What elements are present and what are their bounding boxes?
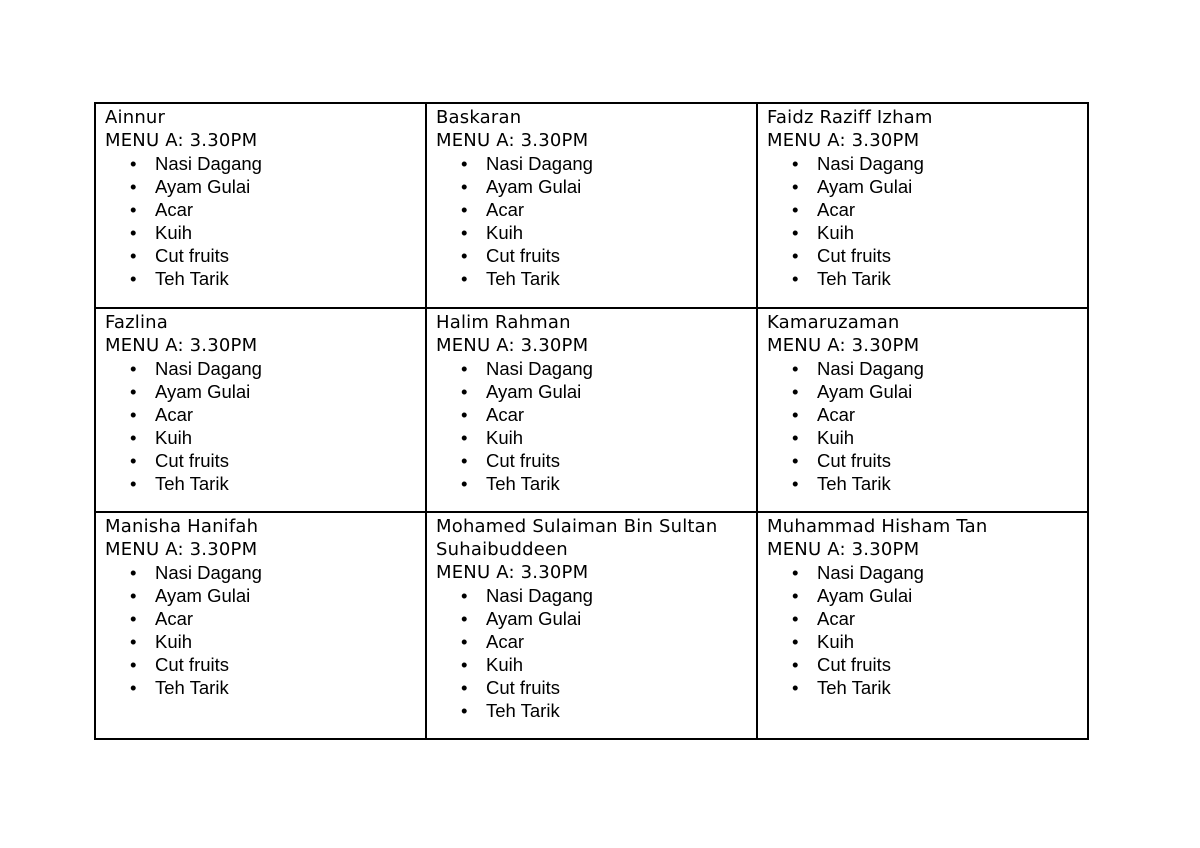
menu-item-list [105, 152, 425, 290]
menu-item-list [105, 561, 425, 699]
menu-label: MENU A: 3.30PM [436, 562, 589, 583]
table-cell [426, 103, 757, 308]
list-item: • Ayam Gulai [817, 175, 1087, 198]
person-name: Muhammad Hisham Tan [767, 516, 988, 537]
list-item: • Teh Tarik [817, 676, 1087, 699]
list-item: • Ayam Gulai [817, 584, 1087, 607]
list-item: • Cut fruits [155, 653, 425, 676]
list-item: • Ayam Gulai [817, 380, 1087, 403]
person-name: Baskaran [436, 107, 522, 128]
list-item: • Ayam Gulai [486, 175, 756, 198]
list-item: • Teh Tarik [155, 472, 425, 495]
list-item: • Nasi Dagang [817, 152, 1087, 175]
list-item: • Nasi Dagang [486, 357, 756, 380]
table-cell [757, 103, 1088, 308]
list-item: • Cut fruits [817, 653, 1087, 676]
list-item: • Cut fruits [486, 676, 756, 699]
list-item: • Kuih [486, 426, 756, 449]
list-item: • Ayam Gulai [155, 380, 425, 403]
list-item: • Acar [155, 198, 425, 221]
list-item: • Ayam Gulai [486, 607, 756, 630]
menu-item-list [767, 152, 1087, 290]
menu-item-list [436, 357, 756, 495]
list-item: • Kuih [155, 221, 425, 244]
document-page [94, 102, 1089, 740]
menu-item-list [436, 584, 756, 722]
list-item: • Kuih [817, 630, 1087, 653]
menu-label: MENU A: 3.30PM [436, 130, 589, 151]
list-item: • Nasi Dagang [817, 561, 1087, 584]
menu-item-list [436, 152, 756, 290]
list-item: • Cut fruits [817, 449, 1087, 472]
list-item: • Cut fruits [486, 244, 756, 267]
person-name: Halim Rahman [436, 312, 571, 333]
list-item: • Acar [817, 403, 1087, 426]
menu-item-list [767, 357, 1087, 495]
list-item: • Kuih [817, 426, 1087, 449]
list-item: • Teh Tarik [486, 472, 756, 495]
menu-label: MENU A: 3.30PM [105, 130, 258, 151]
table-cell [757, 512, 1088, 739]
list-item: • Acar [486, 630, 756, 653]
menu-label: MENU A: 3.30PM [767, 335, 920, 356]
list-item: • Nasi Dagang [486, 152, 756, 175]
list-item: • Ayam Gulai [155, 584, 425, 607]
table-cell [95, 308, 426, 512]
table-row [95, 512, 1088, 739]
list-item: • Teh Tarik [155, 267, 425, 290]
menu-table [94, 102, 1089, 740]
list-item: • Cut fruits [155, 244, 425, 267]
list-item: • Ayam Gulai [486, 380, 756, 403]
menu-label: MENU A: 3.30PM [105, 539, 258, 560]
list-item: • Kuih [486, 653, 756, 676]
list-item: • Nasi Dagang [486, 584, 756, 607]
person-name: Manisha Hanifah [105, 516, 259, 537]
table-cell [426, 308, 757, 512]
list-item: • Teh Tarik [486, 699, 756, 722]
list-item: • Teh Tarik [817, 267, 1087, 290]
list-item: • Acar [486, 198, 756, 221]
list-item: • Teh Tarik [486, 267, 756, 290]
list-item: • Cut fruits [486, 449, 756, 472]
list-item: • Nasi Dagang [155, 561, 425, 584]
list-item: • Nasi Dagang [817, 357, 1087, 380]
menu-label: MENU A: 3.30PM [105, 335, 258, 356]
list-item: • Teh Tarik [817, 472, 1087, 495]
menu-label: MENU A: 3.30PM [767, 130, 920, 151]
person-name: Faidz Raziff Izham [767, 107, 933, 128]
list-item: • Acar [817, 607, 1087, 630]
table-row [95, 308, 1088, 512]
table-cell [95, 103, 426, 308]
list-item: • Kuih [155, 630, 425, 653]
list-item: • Acar [155, 403, 425, 426]
list-item: • Acar [817, 198, 1087, 221]
list-item: • Teh Tarik [155, 676, 425, 699]
table-row [95, 103, 1088, 308]
list-item: • Kuih [817, 221, 1087, 244]
list-item: • Cut fruits [817, 244, 1087, 267]
menu-label: MENU A: 3.30PM [767, 539, 920, 560]
list-item: • Acar [155, 607, 425, 630]
list-item: • Nasi Dagang [155, 357, 425, 380]
menu-item-list [767, 561, 1087, 699]
person-name: Kamaruzaman [767, 312, 900, 333]
list-item: • Kuih [486, 221, 756, 244]
person-name: Ainnur [105, 107, 166, 128]
list-item: • Nasi Dagang [155, 152, 425, 175]
list-item: • Cut fruits [155, 449, 425, 472]
menu-label: MENU A: 3.30PM [436, 335, 589, 356]
table-cell [757, 308, 1088, 512]
person-name: Mohamed Sulaiman Bin Sultan Suhaibuddeen [436, 516, 718, 560]
menu-item-list [105, 357, 425, 495]
list-item: • Kuih [155, 426, 425, 449]
list-item: • Ayam Gulai [155, 175, 425, 198]
table-cell [426, 512, 757, 739]
list-item: • Acar [486, 403, 756, 426]
person-name: Fazlina [105, 312, 169, 333]
table-cell [95, 512, 426, 739]
